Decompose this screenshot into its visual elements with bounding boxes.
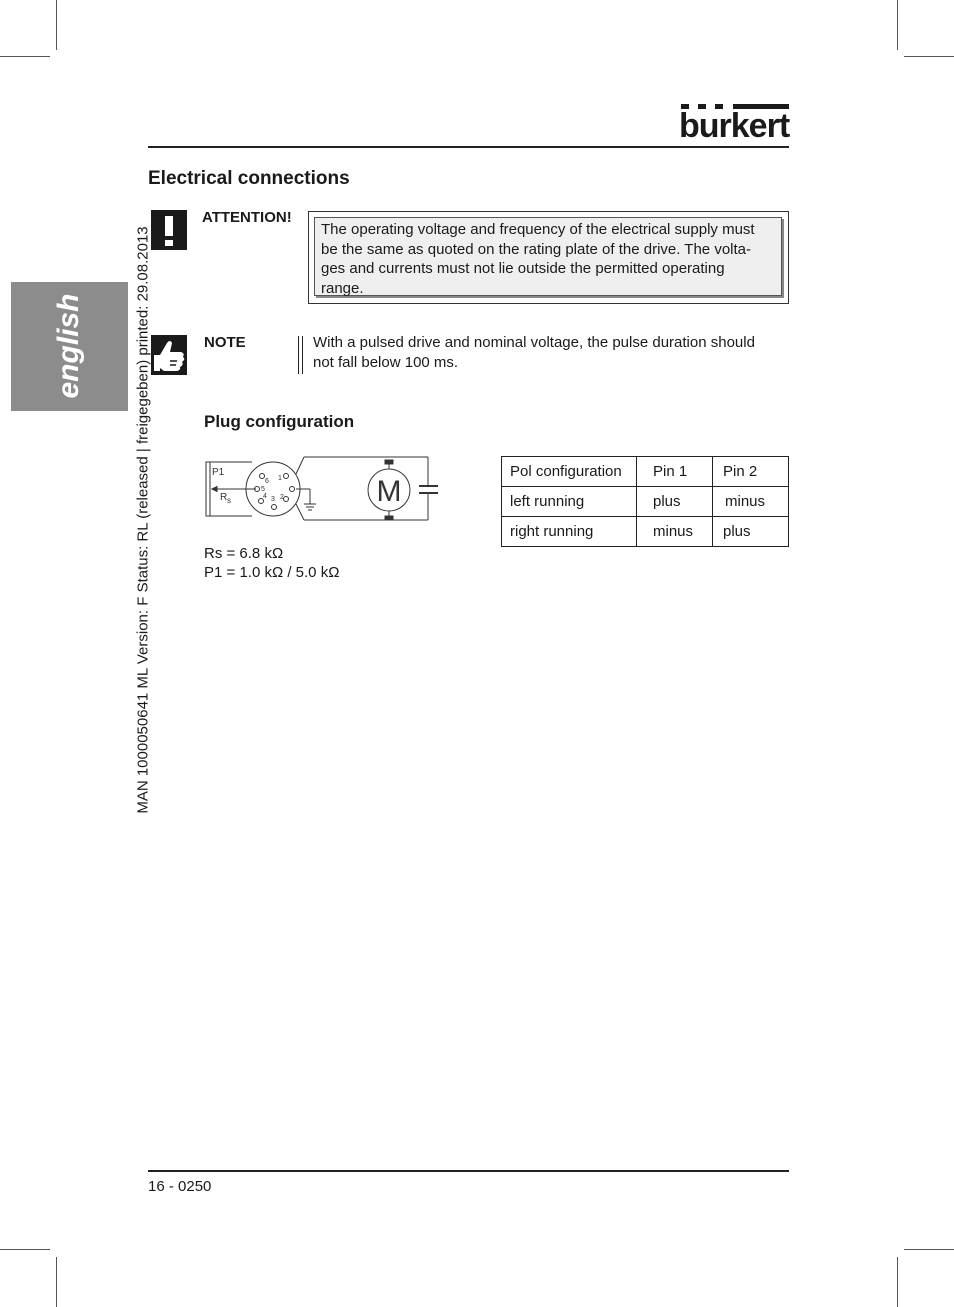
note-bars — [298, 336, 306, 374]
table-cell: plus — [637, 487, 713, 517]
attention-label: ATTENTION! — [202, 209, 292, 226]
note-line: not fall below 100 ms. — [313, 353, 459, 371]
diagram-rs-subscript: s — [227, 496, 231, 505]
diagram-rs-label: R — [220, 492, 228, 503]
crop-mark — [904, 1249, 954, 1250]
diagram-p1-label: P1 — [212, 467, 225, 478]
thumbs-up-icon — [151, 335, 187, 375]
language-tab — [11, 282, 128, 411]
crop-mark — [897, 1257, 898, 1307]
crop-mark — [56, 1257, 57, 1307]
note-line: With a pulsed drive and nominal voltage, the pulse duration should — [313, 334, 755, 351]
crop-mark — [0, 1249, 50, 1250]
page-number: 16 - 0250 — [148, 1178, 212, 1195]
note-text — [313, 333, 789, 372]
table-header-cell: Pin 2 — [713, 457, 789, 487]
diagram-motor-label: M — [376, 475, 402, 508]
formula-rs: Rs = 6.8 kΩ — [204, 545, 284, 562]
diagram-pin-label: 6 — [265, 478, 269, 485]
table-header-row — [502, 457, 789, 487]
crop-mark — [0, 56, 50, 57]
table-row — [502, 517, 789, 547]
attention-line: The operating voltage and frequency of the electrical supply must — [321, 221, 755, 238]
brand-logo — [679, 104, 791, 146]
table-row — [502, 487, 789, 517]
section-title: Electrical connections — [148, 168, 350, 189]
formula-p1: P1 = 1.0 kΩ / 5.0 kΩ — [204, 564, 340, 581]
header-rule — [148, 146, 789, 148]
plug-configuration-title: Plug configuration — [204, 412, 355, 431]
attention-icon — [151, 210, 187, 250]
attention-line: ges and currents must not lie outside the permitted operating — [321, 260, 725, 277]
crop-mark — [904, 56, 954, 57]
attention-line: be the same as quoted on the rating plate of the drive. The volta- — [321, 240, 751, 258]
document-metadata: MAN 1000050641 ML Version: F Status: RL (released | freigegeben) printed: 29.08.2013 — [134, 226, 152, 814]
diagram-pin-label: 4 — [263, 493, 267, 500]
language-tab-label: english — [52, 293, 85, 399]
plug-wiring-diagram — [200, 452, 440, 528]
crop-mark — [56, 0, 57, 50]
table-cell: plus — [713, 517, 789, 547]
table-cell: right running — [502, 517, 637, 547]
pin-configuration-table — [501, 456, 789, 547]
footer-rule — [148, 1170, 789, 1172]
diagram-pin-label: 5 — [261, 486, 265, 493]
table-cell: minus — [637, 517, 713, 547]
diagram-pin-label: 2 — [280, 494, 284, 501]
table-cell: minus — [713, 487, 789, 517]
attention-text — [314, 217, 782, 296]
logo-wordmark: burkert — [679, 107, 790, 145]
table-header-cell: Pol configuration — [502, 457, 637, 487]
attention-box — [308, 211, 789, 304]
crop-mark — [897, 0, 898, 50]
attention-line: range. — [321, 279, 364, 297]
table-header-cell: Pin 1 — [637, 457, 713, 487]
diagram-pin-label: 1 — [278, 475, 282, 482]
diagram-pin-label: 3 — [271, 496, 275, 503]
note-label: NOTE — [204, 334, 246, 351]
table-cell: left running — [502, 487, 637, 517]
